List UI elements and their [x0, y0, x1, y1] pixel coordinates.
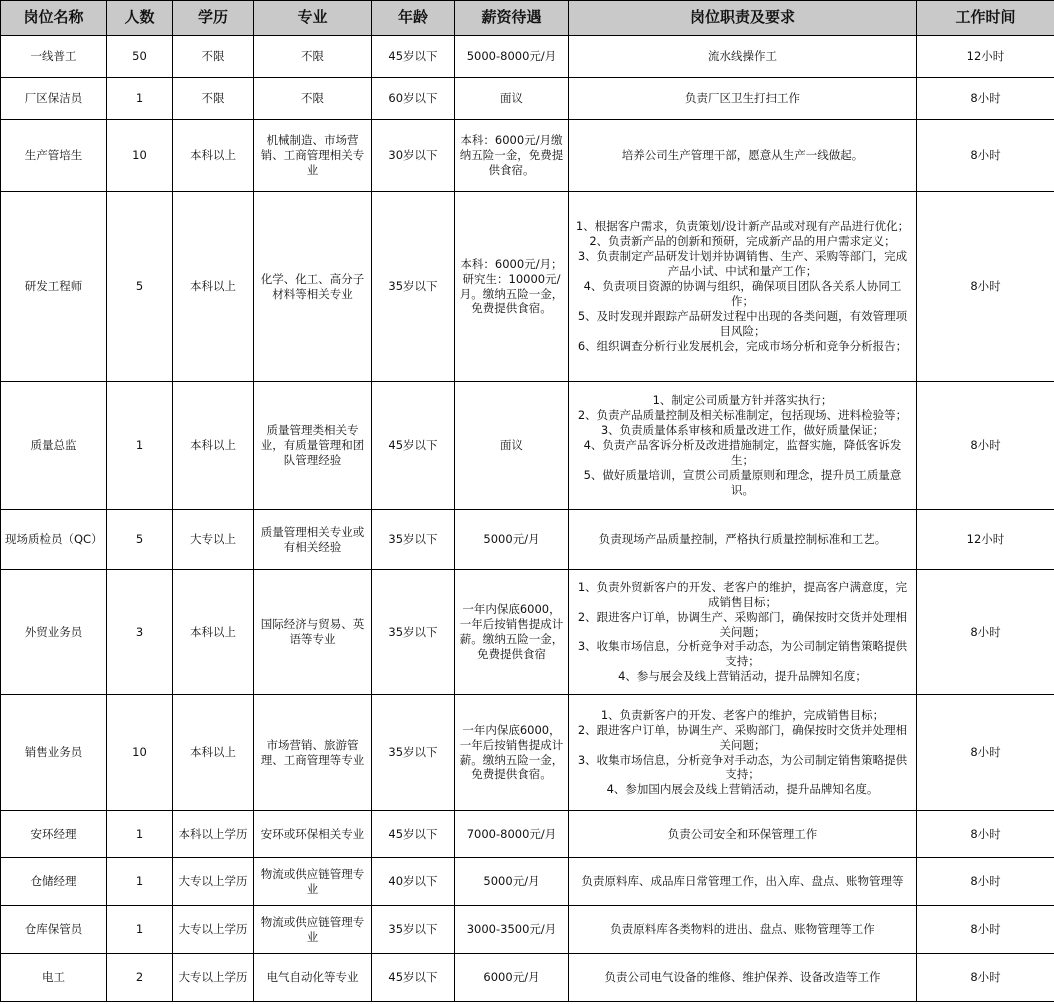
cell-title: 销售业务员 — [1, 695, 107, 811]
table-row — [1, 811, 1054, 858]
cell-hours: 8小时 — [917, 811, 1054, 858]
cell-salary: 3000-3500元/月 — [455, 906, 569, 954]
cell-age: 45岁以下 — [372, 36, 455, 78]
cell-count: 10 — [107, 120, 173, 192]
cell-title: 现场质检员（QC） — [1, 510, 107, 570]
cell-hours: 8小时 — [917, 382, 1054, 510]
table-row — [1, 570, 1054, 695]
header-row — [1, 1, 1054, 36]
duty-line: 3、收集市场信息，分析竞争对手动态，为公司制定销售策略提供支持； — [577, 752, 908, 782]
cell-title: 安环经理 — [1, 811, 107, 858]
cell-count: 50 — [107, 36, 173, 78]
cell-age: 45岁以下 — [372, 954, 455, 1002]
cell-salary: 本科：6000元/月；研究生：10000元/月。缴纳五险一金，免费提供食宿。 — [455, 192, 569, 382]
cell-hours: 8小时 — [917, 906, 1054, 954]
duty-line: 4、负责项目资源的协调与组织，确保项目团队各关系人协同工作； — [583, 279, 902, 308]
cell-count: 1 — [107, 858, 173, 906]
duty-line: 负责厂区卫生打扫工作 — [685, 91, 800, 106]
table-row — [1, 192, 1054, 382]
cell-duties — [569, 36, 917, 78]
col-header-count: 人数 — [107, 1, 173, 36]
cell-age: 45岁以下 — [372, 811, 455, 858]
cell-salary: 一年内保底6000，一年后按销售提成计薪。缴纳五险一金，免费提供食宿 — [455, 570, 569, 695]
col-header-duties: 岗位职责及要求 — [569, 1, 917, 36]
cell-education: 不限 — [173, 36, 254, 78]
cell-major: 质量管理类相关专业，有质量管理和团队管理经验 — [254, 382, 372, 510]
cell-age: 30岁以下 — [372, 120, 455, 192]
cell-count: 5 — [107, 192, 173, 382]
cell-duties — [569, 382, 917, 510]
cell-major: 质量管理相关专业或有相关经验 — [254, 510, 372, 570]
duty-line: 负责公司安全和环保管理工作 — [667, 826, 818, 841]
duty-line: 5、做好质量培训，宣贯公司质量原则和理念，提升员工质量意识。 — [583, 467, 902, 497]
duty-line: 2、跟进客户订单，协调生产、采购部门，确保按时交货并处理相关问题； — [577, 609, 908, 639]
col-header-education: 学历 — [173, 1, 254, 36]
cell-count: 1 — [107, 78, 173, 120]
cell-title: 质量总监 — [1, 382, 107, 510]
cell-major: 市场营销、旅游管理、工商管理等专业 — [254, 695, 372, 811]
cell-duties — [569, 78, 917, 120]
cell-count: 1 — [107, 382, 173, 510]
cell-count: 5 — [107, 510, 173, 570]
cell-major: 物流或供应链管理专业 — [254, 906, 372, 954]
cell-hours: 8小时 — [917, 78, 1054, 120]
duty-line: 4、参与展会及线上营销活动，提升品牌知名度； — [618, 669, 867, 684]
cell-education: 大专以上学历 — [173, 858, 254, 906]
cell-major: 国际经济与贸易、英语等专业 — [254, 570, 372, 695]
cell-salary: 5000-8000元/月 — [455, 36, 569, 78]
cell-major: 电气自动化等专业 — [254, 954, 372, 1002]
cell-hours: 8小时 — [917, 192, 1054, 382]
duty-line: 1、负责外贸新客户的开发、老客户的维护，提高客户满意度，完成销售目标； — [577, 579, 908, 609]
cell-age: 35岁以下 — [372, 906, 455, 954]
cell-education: 本科以上 — [173, 382, 254, 510]
duty-line: 2、负责新产品的创新和预研，完成新产品的用户需求定义； — [589, 234, 896, 249]
duty-line: 3、负责质量体系审核和质量改进工作，做好质量保证； — [600, 423, 885, 438]
cell-hours: 8小时 — [917, 954, 1054, 1002]
cell-education: 本科以上 — [173, 695, 254, 811]
cell-age: 45岁以下 — [372, 382, 455, 510]
table-row — [1, 954, 1054, 1002]
cell-education: 本科以上 — [173, 192, 254, 382]
duty-line: 负责原料库各类物料的进出、盘点、账物管理等工作 — [610, 922, 875, 937]
cell-duties — [569, 695, 917, 811]
cell-count: 1 — [107, 906, 173, 954]
duty-line: 4、负责产品客诉分析及改进措施制定，监督实施，降低客诉发生； — [583, 438, 902, 467]
table-row — [1, 36, 1054, 78]
table-row — [1, 510, 1054, 570]
cell-salary: 6000元/月 — [455, 954, 569, 1002]
cell-age: 35岁以下 — [372, 192, 455, 382]
duty-line: 4、参加国内展会及线上营销活动，提升品牌知名度。 — [606, 782, 879, 797]
cell-age: 40岁以下 — [372, 858, 455, 906]
cell-education: 大专以上学历 — [173, 954, 254, 1002]
col-header-title: 岗位名称 — [1, 1, 107, 36]
cell-major: 机械制造、市场营销、工商管理相关专业 — [254, 120, 372, 192]
cell-hours: 12小时 — [917, 36, 1054, 78]
cell-hours: 8小时 — [917, 695, 1054, 811]
cell-education: 大专以上 — [173, 510, 254, 570]
duty-line: 1、根据客户需求，负责策划/设计新产品或对现有产品进行优化； — [575, 219, 910, 234]
cell-title: 仓库保管员 — [1, 906, 107, 954]
cell-hours: 8小时 — [917, 858, 1054, 906]
cell-age: 35岁以下 — [372, 695, 455, 811]
table-row — [1, 858, 1054, 906]
cell-duties — [569, 906, 917, 954]
cell-title: 厂区保洁员 — [1, 78, 107, 120]
cell-salary: 5000元/月 — [455, 858, 569, 906]
job-rows — [1, 36, 1054, 1002]
duty-line: 负责现场产品质量控制，严格执行质量控制标准和工艺。 — [598, 532, 887, 547]
cell-age: 60岁以下 — [372, 78, 455, 120]
cell-title: 研发工程师 — [1, 192, 107, 382]
cell-education: 本科以上 — [173, 120, 254, 192]
table-row — [1, 120, 1054, 192]
cell-education: 大专以上学历 — [173, 906, 254, 954]
cell-hours: 8小时 — [917, 570, 1054, 695]
col-header-major: 专业 — [254, 1, 372, 36]
col-header-salary: 薪资待遇 — [455, 1, 569, 36]
table-row — [1, 78, 1054, 120]
cell-duties — [569, 811, 917, 858]
duty-line: 负责公司电气设备的维修、维护保养、设备改造等工作 — [604, 970, 881, 985]
duty-line: 2、跟进客户订单，协调生产、采购部门，确保按时交货并处理相关问题； — [577, 722, 908, 752]
cell-salary: 7000-8000元/月 — [455, 811, 569, 858]
cell-duties — [569, 570, 917, 695]
cell-education: 不限 — [173, 78, 254, 120]
cell-hours: 12小时 — [917, 510, 1054, 570]
duty-line: 6、组织调查分析行业发展机会，完成市场分析和竞争分析报告； — [577, 338, 908, 353]
table-row — [1, 906, 1054, 954]
cell-count: 3 — [107, 570, 173, 695]
cell-title: 生产管培生 — [1, 120, 107, 192]
duty-line: 1、制定公司质量方针并落实执行； — [652, 393, 833, 408]
cell-title: 一线普工 — [1, 36, 107, 78]
cell-count: 2 — [107, 954, 173, 1002]
cell-major: 安环或环保相关专业 — [254, 811, 372, 858]
cell-major: 不限 — [254, 36, 372, 78]
duty-line: 培养公司生产管理干部，愿意从生产一线做起。 — [621, 148, 864, 163]
cell-age: 35岁以下 — [372, 570, 455, 695]
cell-education: 本科以上学历 — [173, 811, 254, 858]
cell-duties — [569, 192, 917, 382]
cell-major: 化学、化工、高分子材料等相关专业 — [254, 192, 372, 382]
cell-salary: 面议 — [455, 382, 569, 510]
cell-duties — [569, 120, 917, 192]
duty-line: 2、负责产品质量控制及相关标准制定，包括现场、进料检验等； — [577, 408, 908, 423]
duty-line: 3、收集市场信息，分析竞争对手动态，为公司制定销售策略提供支持； — [577, 639, 908, 669]
cell-duties — [569, 858, 917, 906]
cell-duties — [569, 954, 917, 1002]
cell-major: 不限 — [254, 78, 372, 120]
cell-hours: 8小时 — [917, 120, 1054, 192]
cell-salary: 面议 — [455, 78, 569, 120]
cell-salary: 一年内保底6000，一年后按销售提成计薪。缴纳五险一金，免费提供食宿。 — [455, 695, 569, 811]
col-header-hours: 工作时间 — [917, 1, 1054, 36]
cell-salary: 本科：6000元/月缴纳五险一金，免费提供食宿。 — [455, 120, 569, 192]
table-row — [1, 695, 1054, 811]
duty-line: 流水线操作工 — [708, 49, 777, 64]
cell-title: 电工 — [1, 954, 107, 1002]
cell-education: 本科以上 — [173, 570, 254, 695]
cell-count: 10 — [107, 695, 173, 811]
duty-line: 1、负责新客户的开发、老客户的维护，完成销售目标； — [600, 707, 885, 722]
table-row — [1, 382, 1054, 510]
cell-count: 1 — [107, 811, 173, 858]
cell-age: 35岁以下 — [372, 510, 455, 570]
cell-title: 外贸业务员 — [1, 570, 107, 695]
col-header-age: 年龄 — [372, 1, 455, 36]
duty-line: 负责原料库、成品库日常管理工作，出入库、盘点、账物管理等 — [581, 874, 904, 889]
duty-line: 3、负责制定产品研发计划并协调销售、生产、采购等部门，完成产品小试、中试和量产工作； — [577, 249, 908, 279]
cell-salary: 5000元/月 — [455, 510, 569, 570]
cell-duties — [569, 510, 917, 570]
cell-major: 物流或供应链管理专业 — [254, 858, 372, 906]
cell-title: 仓储经理 — [1, 858, 107, 906]
duty-line: 5、及时发现并跟踪产品研发过程中出现的各类问题，有效管理项目风险； — [577, 308, 908, 338]
